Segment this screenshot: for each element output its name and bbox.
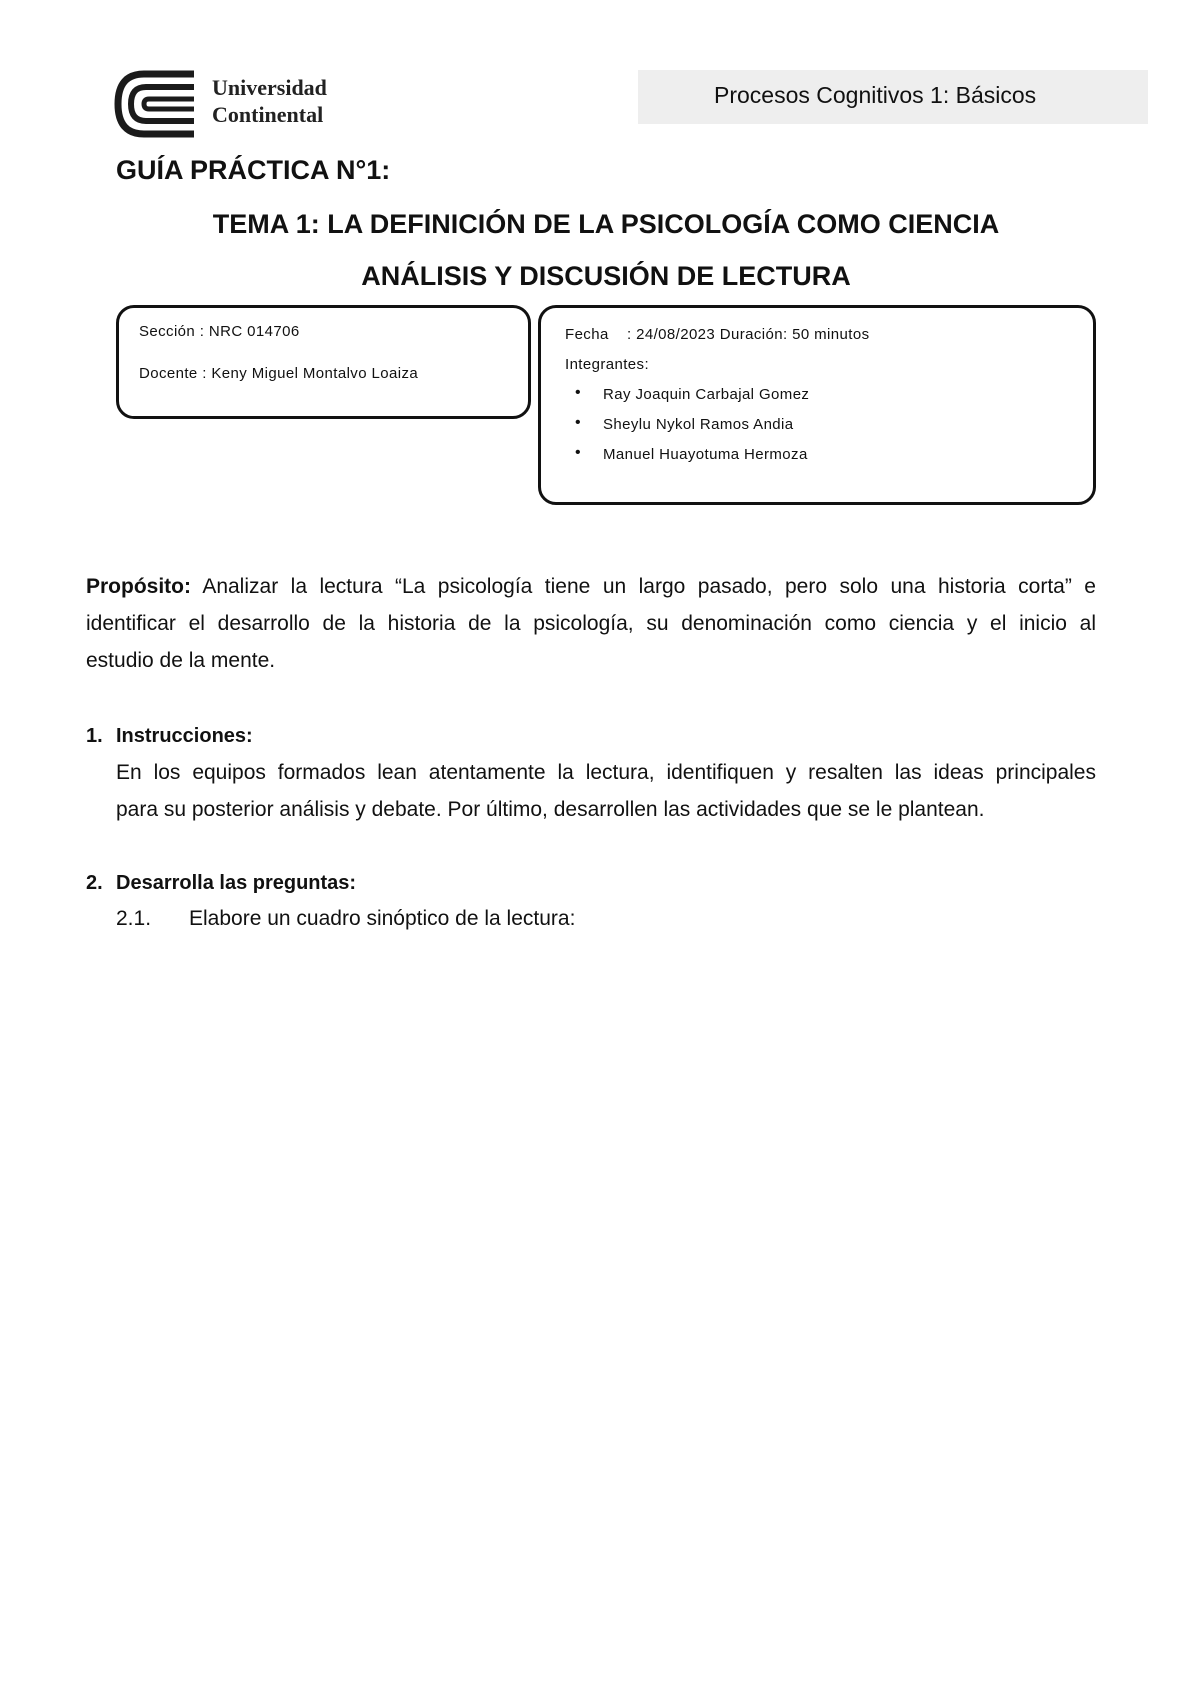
section-1-title: Instrucciones: — [116, 725, 253, 747]
date-line: Fecha : 24/08/2023 Duración: 50 minutos — [565, 326, 870, 343]
teacher-line: Docente : Keny Miguel Montalvo Loaiza — [139, 365, 419, 382]
logo-line-2: Continental — [212, 102, 324, 127]
purpose-text-1: Analizar la lectura “La psicología tiene un largo pasado, pero solo una historia corta” e — [202, 575, 1096, 598]
course-title-box — [638, 70, 1148, 124]
course-title: Procesos Cognitivos 1: Básicos — [714, 82, 1037, 108]
instructions-paragraph — [116, 754, 1096, 828]
purpose-label: Propósito: — [86, 575, 191, 598]
members-label: Integrantes: — [565, 356, 650, 373]
subtitle: ANÁLISIS Y DISCUSIÓN DE LECTURA — [361, 261, 851, 291]
bullet-icon: • — [575, 384, 582, 401]
section-2-number: 2. — [86, 872, 103, 894]
purpose-line-3: estudio de la mente. — [86, 649, 276, 672]
bullet-icon: • — [575, 444, 582, 461]
topic-title: TEMA 1: LA DEFINICIÓN DE LA PSICOLOGÍA COMO CIENCIA — [212, 209, 1000, 239]
university-logo — [114, 70, 354, 138]
member-item: Ray Joaquin Carbajal Gomez — [603, 386, 810, 403]
section-1-number: 1. — [86, 725, 103, 747]
university-logo-icon — [114, 70, 198, 138]
section-2-heading — [86, 872, 356, 895]
section-2-title: Desarrolla las preguntas: — [116, 872, 357, 894]
guide-title: GUÍA PRÁCTICA N°1: — [116, 155, 391, 185]
instructions-line-2: para su posterior análisis y debate. Por último, desarrollen las actividades que se le plantean. — [116, 798, 985, 821]
member-item: Sheylu Nykol Ramos Andia — [603, 416, 794, 433]
question-2-1-number: 2.1. — [116, 907, 152, 930]
question-2-1-text: Elabore un cuadro sinóptico de la lectura: — [189, 907, 576, 930]
logo-wordmark — [212, 74, 327, 128]
purpose-line-1 — [86, 568, 1096, 605]
purpose-line-2: identificar el desarrollo de la historia de la psicología, su denominación como ciencia y el inicio al — [86, 612, 1096, 635]
member-item: Manuel Huayotuma Hermoza — [603, 446, 808, 463]
purpose-paragraph — [86, 568, 1096, 679]
logo-line-1: Universidad — [212, 75, 327, 100]
section-1-heading — [86, 725, 253, 748]
members-info-box — [538, 305, 1096, 505]
instructions-line-1: En los equipos formados lean atentamente la lectura, identifiquen y resalten las ideas principales — [116, 761, 1096, 784]
section-info-box — [116, 305, 531, 419]
question-2-1 — [116, 907, 575, 931]
bullet-icon: • — [575, 414, 582, 431]
section-line: Sección : NRC 014706 — [139, 323, 300, 340]
